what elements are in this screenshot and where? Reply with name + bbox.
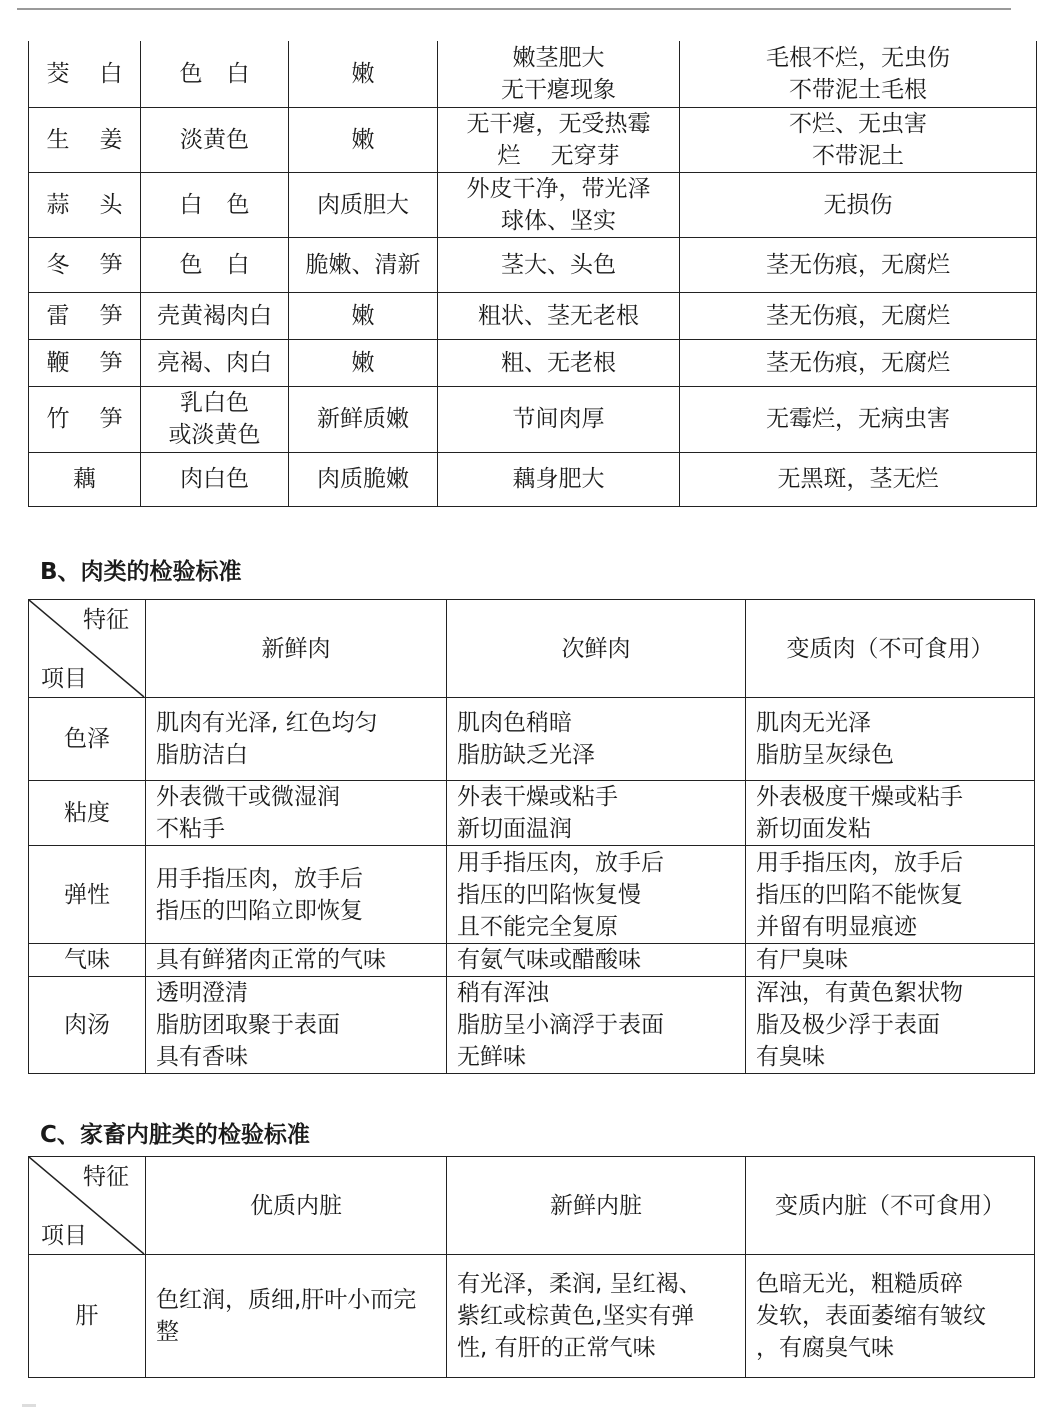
cell-text-line: 新切面发粘 bbox=[756, 816, 871, 842]
criteria-cell bbox=[447, 944, 746, 977]
criteria-cell bbox=[146, 977, 447, 1074]
table-row bbox=[29, 172, 1037, 237]
cell-text-line: 节间肉厚 bbox=[512, 406, 605, 432]
texture-cell bbox=[289, 172, 438, 237]
cell-text-line: 嫩 bbox=[351, 126, 375, 153]
cell-text-line: 淡黄色 bbox=[180, 126, 249, 153]
texture-cell bbox=[289, 237, 438, 292]
item-cell bbox=[29, 781, 146, 846]
shape-cell bbox=[438, 292, 680, 339]
color-cell bbox=[141, 172, 289, 237]
table-header-row bbox=[29, 600, 1035, 698]
criteria-cell bbox=[447, 846, 746, 944]
cell-text-line: 茭白 bbox=[46, 60, 153, 87]
column-header: 变质肉（不可食用） bbox=[746, 600, 1035, 698]
criteria-cell bbox=[746, 944, 1035, 977]
table-row bbox=[29, 339, 1037, 386]
shape-cell bbox=[438, 237, 680, 292]
cell-text-line: 有尸臭味 bbox=[756, 947, 848, 973]
cell-text-line: 肉白色 bbox=[180, 466, 249, 492]
item-cell bbox=[29, 944, 146, 977]
vegetable-name-cell bbox=[29, 172, 153, 237]
vegetable-name-cell bbox=[29, 339, 153, 386]
color-cell bbox=[141, 292, 289, 339]
cell-text-line: 乳白色 bbox=[180, 390, 249, 416]
cell-text-line: 有臭味 bbox=[756, 1044, 825, 1070]
cell-text-line: 肝 bbox=[75, 1303, 99, 1329]
column-header: 次鲜肉 bbox=[447, 600, 746, 698]
cell-text-line: 生姜 bbox=[46, 126, 153, 153]
color-cell bbox=[141, 107, 289, 172]
condition-cell bbox=[680, 292, 1037, 339]
vegetable-name-cell bbox=[29, 386, 153, 452]
vegetable-name-cell bbox=[29, 452, 141, 506]
texture-cell bbox=[289, 107, 438, 172]
cell-text-line: 无鲜味 bbox=[457, 1044, 526, 1070]
cell-text-line: 肌肉无光泽 bbox=[756, 710, 871, 736]
corner-feature-label: 特征 bbox=[83, 607, 129, 633]
cell-text-line: 具有鲜猪肉正常的气味 bbox=[156, 947, 386, 973]
cell-text-line: 壳黄褐肉白 bbox=[157, 302, 272, 329]
cell-text-line: 色红润，质细,肝叶小而完 bbox=[156, 1287, 417, 1313]
cell-text-line: 茎大、头色 bbox=[501, 251, 616, 278]
cell-text-line: 肉质胆大 bbox=[317, 191, 409, 218]
cell-text-line: 或淡黄色 bbox=[168, 422, 261, 448]
cell-text-line: 色白 bbox=[179, 60, 274, 87]
cell-text-line: 烂 无穿芽 bbox=[497, 142, 620, 169]
table-row bbox=[29, 237, 1037, 292]
vegetable-name-cell bbox=[29, 41, 153, 107]
cell-text-line: 亮褐、肉白 bbox=[157, 349, 272, 376]
cell-text-line: 藕身肥大 bbox=[512, 466, 605, 492]
header-rule bbox=[17, 8, 1011, 10]
cell-text-line: 白色 bbox=[179, 191, 274, 218]
table-row bbox=[29, 41, 1037, 107]
cell-text-line: 球体、坚实 bbox=[501, 207, 616, 234]
corner-item-label: 项目 bbox=[41, 666, 87, 692]
criteria-cell bbox=[746, 698, 1035, 781]
cell-text-line: 有氨气味或醋酸味 bbox=[457, 947, 641, 973]
cell-text-line: 浑浊，有黄色絮状物 bbox=[756, 980, 963, 1006]
cell-text-line: 粗、无老根 bbox=[501, 349, 616, 376]
cell-text-line: 色暗无光，粗糙质碎 bbox=[756, 1271, 963, 1297]
texture-cell bbox=[289, 292, 438, 339]
cell-text-line: 嫩 bbox=[351, 302, 375, 329]
cell-text-line: 脂肪呈小滴浮于表面 bbox=[457, 1012, 664, 1038]
color-cell bbox=[141, 339, 289, 386]
cell-text-line: 外表极度干燥或粘手 bbox=[756, 784, 963, 810]
cell-text-line: 具有香味 bbox=[156, 1044, 248, 1070]
page-footer-mark bbox=[22, 1404, 36, 1407]
vegetable-name-cell bbox=[29, 237, 153, 292]
color-cell bbox=[141, 452, 289, 506]
cell-text-line: 不烂、无虫害 bbox=[789, 110, 927, 137]
criteria-cell bbox=[746, 977, 1035, 1074]
cell-text-line: 外皮干净，带光泽 bbox=[466, 175, 651, 202]
cell-text-line: 无损伤 bbox=[823, 191, 893, 218]
column-header: 优质内脏 bbox=[146, 1157, 447, 1255]
criteria-cell bbox=[146, 1255, 447, 1378]
offal-section-title: C、家畜内脏类的检验标准 bbox=[40, 1122, 310, 1148]
cell-text-line: 脆嫩、清新 bbox=[305, 251, 421, 278]
criteria-cell bbox=[746, 781, 1035, 846]
cell-text-line: 雷笋 bbox=[46, 302, 153, 329]
table-row bbox=[29, 386, 1037, 452]
table-row bbox=[29, 292, 1037, 339]
item-cell bbox=[29, 698, 146, 781]
cell-text-line: 无黑斑，茎无烂 bbox=[777, 466, 939, 492]
cell-text-line: 竹笋 bbox=[46, 406, 153, 432]
cell-text-line: 用手指压肉，放手后 bbox=[756, 849, 963, 876]
color-cell bbox=[141, 41, 289, 107]
cell-text-line: 肉汤 bbox=[64, 1012, 110, 1038]
criteria-cell bbox=[447, 698, 746, 781]
shape-cell bbox=[438, 452, 680, 506]
criteria-cell bbox=[447, 781, 746, 846]
cell-text-line: 发软，表面萎缩有皱纹 bbox=[756, 1303, 986, 1329]
shape-cell bbox=[438, 107, 680, 172]
item-cell bbox=[29, 1255, 146, 1378]
vegetable-name-cell bbox=[29, 107, 153, 172]
texture-cell bbox=[289, 41, 438, 107]
table-row bbox=[29, 781, 1035, 846]
table-row bbox=[29, 977, 1035, 1074]
cell-text-line: 脂肪缺乏光泽 bbox=[457, 742, 595, 768]
cell-text-line: 嫩 bbox=[351, 349, 375, 376]
condition-cell bbox=[680, 339, 1037, 386]
criteria-cell bbox=[447, 1255, 746, 1378]
cell-text-line: ，有腐臭气味 bbox=[756, 1335, 894, 1361]
vegetable-name-cell bbox=[29, 292, 153, 339]
criteria-cell bbox=[146, 846, 447, 944]
cell-text-line: 无霉烂，无病虫害 bbox=[766, 406, 950, 432]
cell-text-line: 稍有浑浊 bbox=[457, 980, 549, 1006]
condition-cell bbox=[680, 386, 1037, 452]
criteria-cell bbox=[146, 944, 447, 977]
corner-header-cell bbox=[29, 1157, 146, 1255]
shape-cell bbox=[438, 41, 680, 107]
cell-text-line: 粘度 bbox=[64, 800, 110, 826]
cell-text-line: 色白 bbox=[179, 251, 274, 278]
cell-text-line: 肌肉色稍暗 bbox=[457, 710, 572, 736]
condition-cell bbox=[680, 41, 1037, 107]
condition-cell bbox=[680, 107, 1037, 172]
color-cell bbox=[141, 237, 289, 292]
condition-cell bbox=[680, 172, 1037, 237]
table-row bbox=[29, 944, 1035, 977]
table-row bbox=[29, 846, 1035, 944]
cell-text-line: 指压的凹陷立即恢复 bbox=[156, 897, 363, 924]
cell-text-line: 外表微干或微湿润 bbox=[156, 784, 340, 810]
criteria-cell bbox=[447, 977, 746, 1074]
cell-text-line: 不带泥土毛根 bbox=[789, 76, 927, 103]
cell-text-line: 不粘手 bbox=[156, 816, 225, 842]
meat-section-title: B、肉类的检验标准 bbox=[40, 559, 242, 585]
corner-header-cell bbox=[29, 600, 146, 698]
cell-text-line: 蒜头 bbox=[46, 191, 153, 218]
cell-text-line: 冬笋 bbox=[46, 251, 153, 278]
corner-item-label: 项目 bbox=[41, 1223, 87, 1249]
cell-text-line: 脂及极少浮于表面 bbox=[756, 1012, 940, 1038]
texture-cell bbox=[289, 452, 438, 506]
texture-cell bbox=[289, 339, 438, 386]
cell-text-line: 指压的凹陷恢复慢 bbox=[457, 881, 641, 908]
cell-text-line: 脂肪团取聚于表面 bbox=[156, 1012, 340, 1038]
offal-standards-table bbox=[28, 1156, 1035, 1378]
condition-cell bbox=[680, 452, 1037, 506]
cell-text-line: 藕 bbox=[73, 466, 96, 492]
cell-text-line: 性, 有肝的正常气味 bbox=[457, 1335, 656, 1361]
cell-text-line: 嫩 bbox=[351, 60, 375, 87]
table-row bbox=[29, 1255, 1035, 1378]
cell-text-line: 色泽 bbox=[64, 726, 110, 752]
corner-feature-label: 特征 bbox=[83, 1164, 129, 1190]
criteria-cell bbox=[746, 846, 1035, 944]
item-cell bbox=[29, 846, 146, 944]
shape-cell bbox=[438, 339, 680, 386]
cell-text-line: 粗状、茎无老根 bbox=[478, 302, 639, 329]
shape-cell bbox=[438, 172, 680, 237]
cell-text-line: 毛根不烂，无虫伤 bbox=[766, 44, 950, 71]
column-header: 新鲜肉 bbox=[146, 600, 447, 698]
color-cell bbox=[141, 386, 289, 452]
cell-text-line: 有光泽，柔润, 呈红褐、 bbox=[457, 1271, 702, 1297]
cell-text-line: 外表干燥或粘手 bbox=[457, 784, 618, 810]
cell-text-line: 茎无伤痕，无腐烂 bbox=[766, 302, 950, 329]
cell-text-line: 肉质脆嫩 bbox=[317, 466, 409, 492]
cell-text-line: 茎无伤痕，无腐烂 bbox=[766, 349, 950, 376]
criteria-cell bbox=[146, 781, 447, 846]
cell-text-line: 茎无伤痕，无腐烂 bbox=[766, 251, 950, 278]
cell-text-line: 脂肪洁白 bbox=[156, 742, 248, 768]
cell-text-line: 无干瘪现象 bbox=[501, 76, 616, 103]
texture-cell bbox=[289, 386, 438, 452]
table-header-row bbox=[29, 1157, 1035, 1255]
cell-text-line: 脂肪呈灰绿色 bbox=[756, 742, 894, 768]
cell-text-line: 肌肉有光泽, 红色均匀 bbox=[156, 710, 378, 736]
criteria-cell bbox=[146, 698, 447, 781]
cell-text-line: 嫩茎肥大 bbox=[512, 44, 605, 71]
cell-text-line: 不带泥土 bbox=[812, 142, 904, 169]
cell-text-line: 弹性 bbox=[64, 881, 110, 908]
column-header: 变质内脏（不可食用） bbox=[746, 1157, 1035, 1255]
table-row bbox=[29, 107, 1037, 172]
cell-text-line: 用手指压肉，放手后 bbox=[156, 865, 363, 892]
condition-cell bbox=[680, 237, 1037, 292]
cell-text-line: 用手指压肉，放手后 bbox=[457, 849, 664, 876]
cell-text-line: 指压的凹陷不能恢复 bbox=[756, 881, 963, 908]
meat-standards-table bbox=[28, 599, 1035, 1074]
cell-text-line: 并留有明显痕迹 bbox=[756, 913, 917, 940]
cell-text-line: 透明澄清 bbox=[156, 980, 248, 1006]
cell-text-line: 新鲜质嫩 bbox=[317, 406, 409, 432]
table-row bbox=[29, 452, 1037, 506]
cell-text-line: 气味 bbox=[64, 947, 110, 973]
shape-cell bbox=[438, 386, 680, 452]
cell-text-line: 且不能完全复原 bbox=[457, 913, 618, 940]
cell-text-line: 紫红或棕黄色,坚实有弹 bbox=[457, 1303, 695, 1329]
criteria-cell bbox=[746, 1255, 1035, 1378]
item-cell bbox=[29, 977, 146, 1074]
column-header: 新鲜内脏 bbox=[447, 1157, 746, 1255]
cell-text-line: 无干瘪，无受热霉 bbox=[466, 110, 651, 137]
cell-text-line: 新切面温润 bbox=[457, 816, 572, 842]
vegetable-standards-table bbox=[28, 41, 1037, 507]
cell-text-line: 整 bbox=[156, 1319, 179, 1345]
table-row bbox=[29, 698, 1035, 781]
cell-text-line: 鞭笋 bbox=[46, 349, 153, 376]
